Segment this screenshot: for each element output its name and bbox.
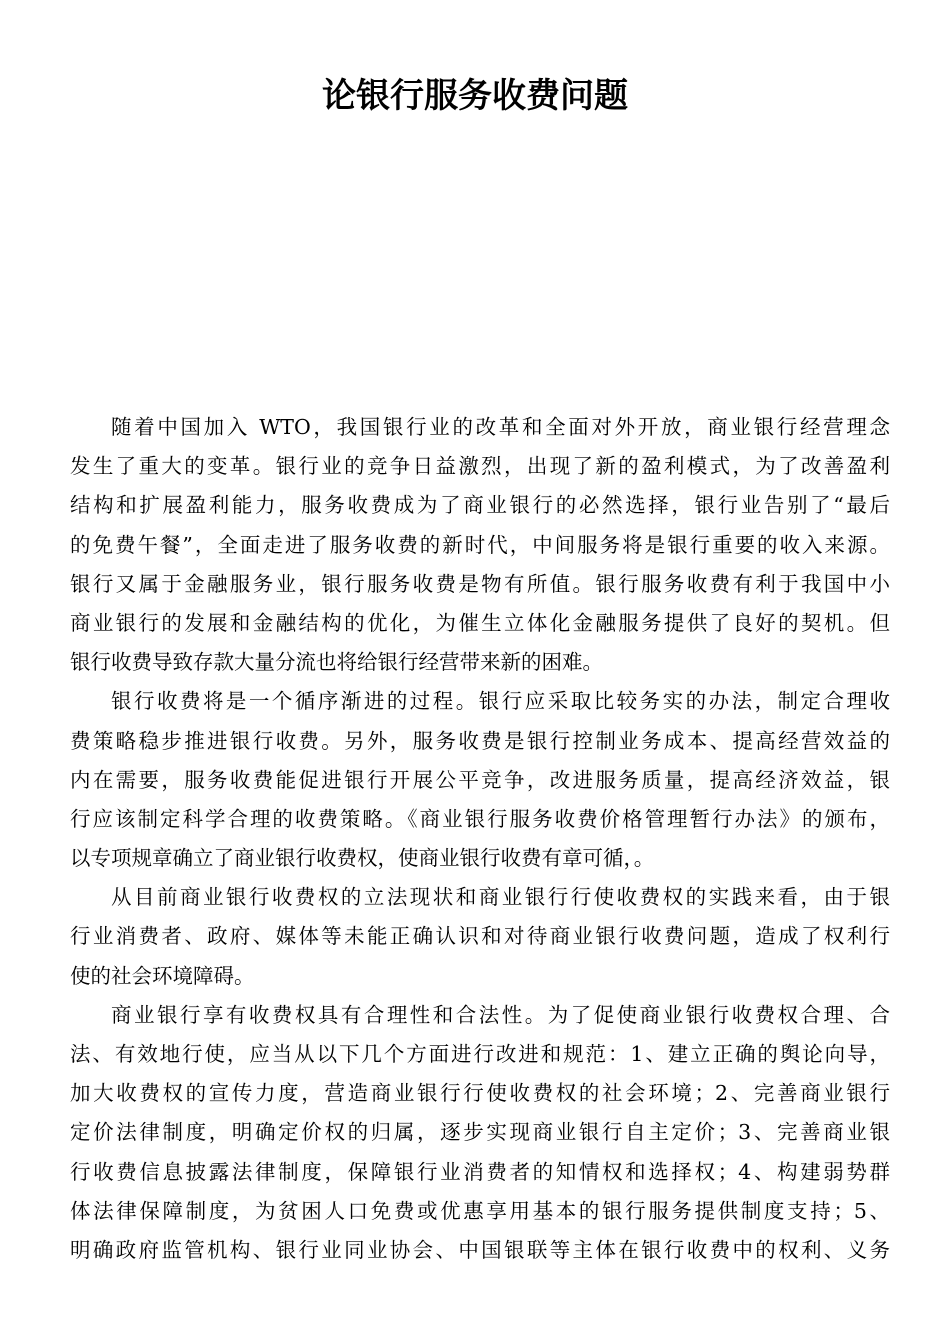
- text-line: 银行又属于金融服务业，银行服务收费是物有所值。银行服务收费有利于我国中小: [70, 571, 890, 596]
- text-line: 商业银行的发展和金融结构的优化，为催生立体化金融服务提供了良好的契机。但: [70, 610, 890, 635]
- paragraph-4: [70, 996, 890, 1270]
- document-body: [70, 408, 890, 1270]
- text-line: 体法律保障制度，为贫困人口免费或优惠享用基本的银行服务提供制度支持；5、: [70, 1198, 890, 1223]
- text-line: 商业银行享有收费权具有合理性和合法性。为了促使商业银行收费权合理、合: [111, 1002, 890, 1027]
- text-line: 法、有效地行使，应当从以下几个方面进行改进和规范：1、建立正确的舆论向导，: [70, 1042, 890, 1066]
- text-line: 银行收费导致存款大量分流也将给银行经营带来新的困难。: [70, 650, 603, 675]
- paragraph-3: [70, 878, 890, 996]
- text-line: 以专项规章确立了商业银行收费权，使商业银行收费有章可循，。: [70, 846, 655, 871]
- text-line: 的免费午餐”，全面走进了服务收费的新时代，中间服务将是银行重要的收入来源。: [70, 532, 890, 557]
- paragraph-2: [70, 682, 890, 878]
- text-line: 定价法律制度，明确定价权的归属，逐步实现商业银行自主定价；3、完善商业银: [70, 1120, 890, 1145]
- document-title: 论银行服务收费问题: [322, 76, 628, 116]
- text-line: 行业消费者、政府、媒体等未能正确认识和对待商业银行收费问题，造成了权利行: [70, 924, 890, 949]
- text-line: 行收费信息披露法律制度，保障银行业消费者的知情权和选择权；4、构建弱势群: [70, 1159, 890, 1184]
- text-line: 费策略稳步推进银行收费。另外，服务收费是银行控制业务成本、提高经营效益的: [70, 728, 890, 753]
- text-line: 使的社会环境障碍。: [70, 963, 255, 988]
- text-line: 银行收费将是一个循序渐进的过程。银行应采取比较务实的办法，制定合理收: [111, 689, 890, 714]
- text-line: 加大收费权的宣传力度，营造商业银行行使收费权的社会环境；2、完善商业银行: [70, 1081, 890, 1106]
- text-line: 随着中国加入 WTO，我国银行业的改革和全面对外开放，商业银行经营理念: [111, 415, 890, 439]
- text-line: 行应该制定科学合理的收费策略。《商业银行服务收费价格管理暂行办法》的颁布，: [70, 806, 890, 831]
- text-line: 发生了重大的变革。银行业的竞争日益激烈，出现了新的盈利模式，为了改善盈利: [70, 454, 890, 479]
- text-line: 明确政府监管机构、银行业同业协会、中国银联等主体在银行收费中的权利、义务: [70, 1237, 890, 1262]
- paragraph-1: [70, 408, 890, 682]
- text-line: 结构和扩展盈利能力，服务收费成为了商业银行的必然选择，银行业告别了“最后: [70, 493, 890, 518]
- text-line: 从目前商业银行收费权的立法现状和商业银行行使收费权的实践来看，由于银: [111, 885, 890, 910]
- text-line: 内在需要，服务收费能促进银行开展公平竞争，改进服务质量，提高经济效益，银: [70, 767, 890, 792]
